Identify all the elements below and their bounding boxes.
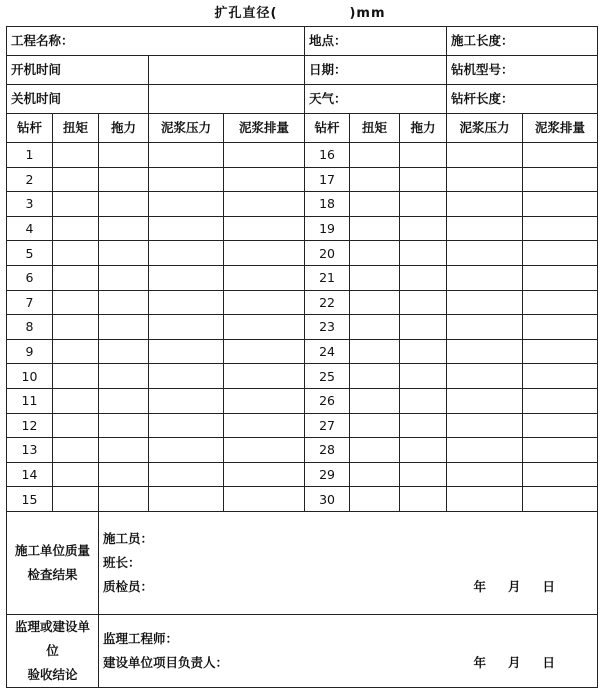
col-header: 泥浆排量	[523, 114, 598, 143]
record-cell[interactable]	[53, 487, 99, 512]
project-name-field[interactable]: 工程名称：	[7, 27, 305, 56]
record-cell[interactable]	[53, 265, 99, 290]
record-cell[interactable]	[523, 216, 598, 241]
record-cell[interactable]	[523, 192, 598, 217]
record-cell[interactable]	[99, 364, 149, 389]
record-cell[interactable]	[350, 364, 400, 389]
record-cell[interactable]	[523, 167, 598, 192]
rod-number: 21	[305, 265, 350, 290]
record-cell[interactable]	[350, 413, 400, 438]
record-cell[interactable]	[523, 315, 598, 340]
rod-number: 26	[305, 388, 350, 413]
location-field[interactable]: 地点：	[305, 27, 447, 56]
record-cell[interactable]	[447, 388, 523, 413]
weather-field[interactable]: 天气：	[305, 85, 447, 114]
rod-number: 18	[305, 192, 350, 217]
record-cell[interactable]	[53, 388, 99, 413]
record-cell[interactable]	[224, 143, 305, 168]
record-cell[interactable]	[523, 241, 598, 266]
drilling-record-table	[6, 26, 598, 688]
rod-number: 20	[305, 241, 350, 266]
record-cell[interactable]	[149, 462, 224, 487]
record-cell[interactable]	[447, 167, 523, 192]
record-cell[interactable]	[447, 192, 523, 217]
record-cell[interactable]	[447, 462, 523, 487]
record-cell[interactable]	[447, 315, 523, 340]
record-cell[interactable]	[447, 364, 523, 389]
record-cell[interactable]	[99, 315, 149, 340]
owner-rep-line: 建设单位项目负责人： 年 月 日	[103, 651, 593, 675]
rod-number: 7	[7, 290, 53, 315]
record-cell[interactable]	[400, 438, 447, 463]
record-cell[interactable]	[53, 241, 99, 266]
record-cell[interactable]	[99, 290, 149, 315]
record-cell[interactable]	[350, 241, 400, 266]
record-cell[interactable]	[224, 388, 305, 413]
column-header-row	[7, 114, 598, 143]
record-cell[interactable]	[400, 192, 447, 217]
table-row	[7, 241, 598, 266]
table-row	[7, 216, 598, 241]
record-cell[interactable]	[224, 290, 305, 315]
record-cell[interactable]	[53, 438, 99, 463]
record-cell[interactable]	[224, 265, 305, 290]
record-cell[interactable]	[400, 388, 447, 413]
record-cell[interactable]	[99, 462, 149, 487]
table-row	[7, 438, 598, 463]
record-cell[interactable]	[224, 192, 305, 217]
record-cell[interactable]	[53, 167, 99, 192]
rod-number: 27	[305, 413, 350, 438]
construction-length-field[interactable]: 施工长度：	[447, 27, 598, 56]
record-cell[interactable]	[400, 487, 447, 512]
record-cell[interactable]	[400, 265, 447, 290]
acceptance-label: 监理或建设单位 验收结论	[7, 614, 99, 687]
acceptance-field[interactable]	[99, 614, 598, 687]
record-cell[interactable]	[53, 216, 99, 241]
record-cell[interactable]	[400, 339, 447, 364]
record-cell[interactable]	[350, 290, 400, 315]
quality-check-label: 施工单位质量 检查结果	[7, 511, 99, 614]
rod-number: 3	[7, 192, 53, 217]
rod-number: 28	[305, 438, 350, 463]
record-cell[interactable]	[149, 413, 224, 438]
rod-number: 1	[7, 143, 53, 168]
record-cell[interactable]	[99, 192, 149, 217]
rod-number: 5	[7, 241, 53, 266]
record-cell[interactable]	[99, 487, 149, 512]
record-cell[interactable]	[447, 216, 523, 241]
rod-number: 4	[7, 216, 53, 241]
record-cell[interactable]	[400, 364, 447, 389]
record-cell[interactable]	[99, 438, 149, 463]
col-header: 钻杆	[305, 114, 350, 143]
record-cell[interactable]	[224, 167, 305, 192]
record-cell[interactable]	[400, 462, 447, 487]
record-cell[interactable]	[350, 462, 400, 487]
record-cell[interactable]	[523, 487, 598, 512]
record-cell[interactable]	[53, 339, 99, 364]
record-cell[interactable]	[447, 413, 523, 438]
rod-number: 16	[305, 143, 350, 168]
inspector-line: 质检员： 年 月 日	[103, 575, 593, 599]
record-cell[interactable]	[350, 315, 400, 340]
col-header: 拖力	[400, 114, 447, 143]
rod-length-field[interactable]: 钻杆长度：	[447, 85, 598, 114]
rod-number: 15	[7, 487, 53, 512]
builder-line: 施工员：	[103, 530, 154, 546]
table-row	[7, 290, 598, 315]
rod-number: 12	[7, 413, 53, 438]
acceptance-date: 年 月 日	[473, 654, 556, 670]
record-cell[interactable]	[350, 167, 400, 192]
title-prefix: 扩孔直径(	[214, 6, 278, 21]
record-cell[interactable]	[53, 315, 99, 340]
record-cell[interactable]	[149, 315, 224, 340]
table-row	[7, 487, 598, 512]
col-header: 泥浆排量	[224, 114, 305, 143]
table-row	[7, 462, 598, 487]
record-cell[interactable]	[149, 241, 224, 266]
record-cell[interactable]	[149, 388, 224, 413]
col-header: 扭矩	[350, 114, 400, 143]
rod-number: 8	[7, 315, 53, 340]
rod-number: 10	[7, 364, 53, 389]
record-cell[interactable]	[523, 143, 598, 168]
record-cell[interactable]	[99, 339, 149, 364]
record-cell[interactable]	[224, 241, 305, 266]
date-field[interactable]: 日期：	[305, 56, 447, 85]
record-cell[interactable]	[99, 388, 149, 413]
record-cell[interactable]	[447, 265, 523, 290]
record-cell[interactable]	[53, 413, 99, 438]
rod-number: 24	[305, 339, 350, 364]
rod-number: 23	[305, 315, 350, 340]
rig-model-field[interactable]: 钻机型号：	[447, 56, 598, 85]
record-cell[interactable]	[350, 388, 400, 413]
record-cell[interactable]	[149, 290, 224, 315]
record-cell[interactable]	[447, 290, 523, 315]
rod-number: 25	[305, 364, 350, 389]
rod-number: 29	[305, 462, 350, 487]
table-row	[7, 192, 598, 217]
quality-check-field[interactable]	[99, 511, 598, 614]
record-cell[interactable]	[523, 265, 598, 290]
record-cell[interactable]	[53, 462, 99, 487]
record-cell[interactable]	[350, 143, 400, 168]
record-cell[interactable]	[350, 216, 400, 241]
record-cell[interactable]	[149, 143, 224, 168]
rod-number: 17	[305, 167, 350, 192]
record-cell[interactable]	[53, 364, 99, 389]
table-row	[7, 143, 598, 168]
rod-number: 11	[7, 388, 53, 413]
col-header: 扭矩	[53, 114, 99, 143]
quality-date: 年 月 日	[473, 578, 556, 594]
record-cell[interactable]	[447, 438, 523, 463]
record-cell[interactable]	[53, 192, 99, 217]
record-cell[interactable]	[99, 143, 149, 168]
table-row	[7, 413, 598, 438]
record-cell[interactable]	[224, 339, 305, 364]
rod-number: 2	[7, 167, 53, 192]
record-cell[interactable]	[149, 364, 224, 389]
record-cell[interactable]	[400, 167, 447, 192]
record-cell[interactable]	[99, 167, 149, 192]
team-leader-line: 班长：	[103, 554, 141, 570]
record-cell[interactable]	[400, 241, 447, 266]
record-cell[interactable]	[224, 462, 305, 487]
record-cell[interactable]	[224, 438, 305, 463]
record-cell[interactable]	[224, 413, 305, 438]
record-cell[interactable]	[99, 241, 149, 266]
record-cell[interactable]	[149, 438, 224, 463]
table-row	[7, 167, 598, 192]
record-cell[interactable]	[400, 216, 447, 241]
record-cell[interactable]	[224, 487, 305, 512]
record-cell[interactable]	[523, 438, 598, 463]
table-row	[7, 265, 598, 290]
record-cell[interactable]	[99, 265, 149, 290]
rod-number: 6	[7, 265, 53, 290]
record-cell[interactable]	[149, 265, 224, 290]
record-cell[interactable]	[447, 339, 523, 364]
record-cell[interactable]	[523, 388, 598, 413]
record-cell[interactable]	[400, 143, 447, 168]
record-cell[interactable]	[149, 216, 224, 241]
start-time-label: 开机时间	[7, 56, 149, 85]
col-header: 泥浆压力	[149, 114, 224, 143]
record-cell[interactable]	[523, 462, 598, 487]
record-cell[interactable]	[224, 364, 305, 389]
record-cell[interactable]	[447, 487, 523, 512]
start-time-value[interactable]	[149, 56, 305, 85]
rod-number: 30	[305, 487, 350, 512]
supervisor-line: 监理工程师：	[103, 630, 179, 646]
record-cell[interactable]	[99, 413, 149, 438]
title-suffix: )mm	[349, 6, 386, 21]
stop-time-value[interactable]	[149, 85, 305, 114]
stop-time-label: 关机时间	[7, 85, 149, 114]
record-cell[interactable]	[523, 364, 598, 389]
record-cell[interactable]	[149, 167, 224, 192]
form-title	[0, 2, 600, 21]
record-cell[interactable]	[523, 290, 598, 315]
record-cell[interactable]	[99, 216, 149, 241]
record-cell[interactable]	[350, 339, 400, 364]
col-header: 泥浆压力	[447, 114, 523, 143]
record-cell[interactable]	[224, 216, 305, 241]
rod-number: 9	[7, 339, 53, 364]
record-cell[interactable]	[149, 192, 224, 217]
table-row	[7, 388, 598, 413]
record-cell[interactable]	[400, 315, 447, 340]
record-cell[interactable]	[350, 192, 400, 217]
record-cell[interactable]	[350, 265, 400, 290]
record-cell[interactable]	[149, 487, 224, 512]
record-cell[interactable]	[400, 413, 447, 438]
record-cell[interactable]	[149, 339, 224, 364]
rod-number: 14	[7, 462, 53, 487]
record-cell[interactable]	[523, 413, 598, 438]
record-cell[interactable]	[523, 339, 598, 364]
record-cell[interactable]	[400, 290, 447, 315]
record-cell[interactable]	[53, 143, 99, 168]
record-cell[interactable]	[447, 241, 523, 266]
table-row	[7, 364, 598, 389]
rod-number: 19	[305, 216, 350, 241]
record-cell[interactable]	[53, 290, 99, 315]
record-cell[interactable]	[224, 315, 305, 340]
table-row	[7, 339, 598, 364]
record-cell[interactable]	[350, 438, 400, 463]
col-header: 钻杆	[7, 114, 53, 143]
col-header: 拖力	[99, 114, 149, 143]
record-cell[interactable]	[350, 487, 400, 512]
table-row	[7, 315, 598, 340]
record-cell[interactable]	[447, 143, 523, 168]
rod-number: 13	[7, 438, 53, 463]
rod-number: 22	[305, 290, 350, 315]
